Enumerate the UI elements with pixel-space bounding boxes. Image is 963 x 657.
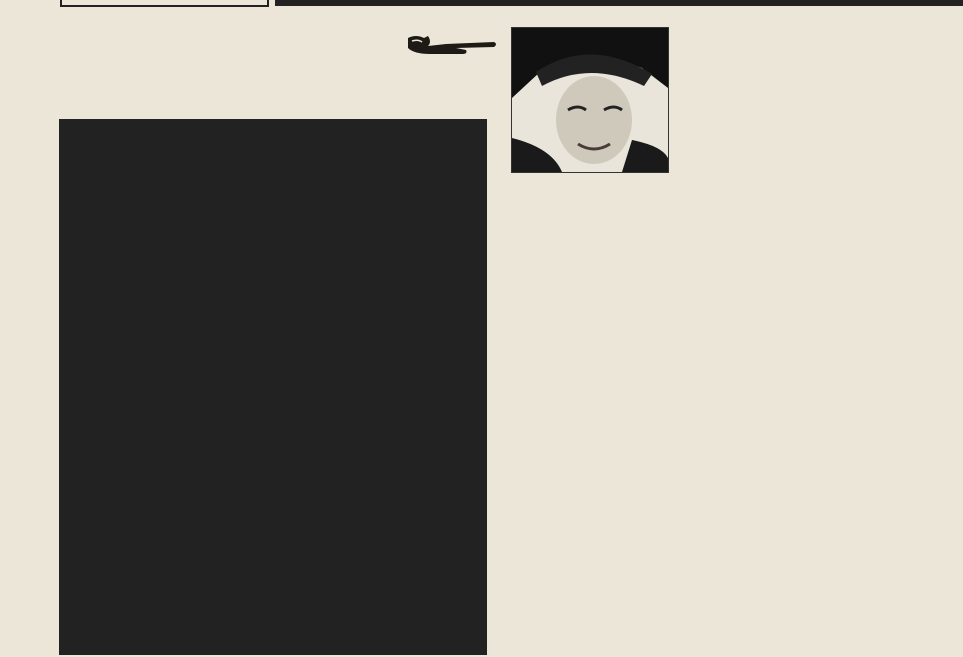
pointing-hand-icon	[406, 32, 498, 56]
clues-column-left	[509, 173, 717, 177]
top-rule-right	[275, 0, 963, 6]
model-photo	[511, 27, 669, 173]
crossword-grid	[59, 119, 487, 655]
top-rule-left	[60, 0, 269, 7]
clues-column-right	[724, 26, 946, 30]
